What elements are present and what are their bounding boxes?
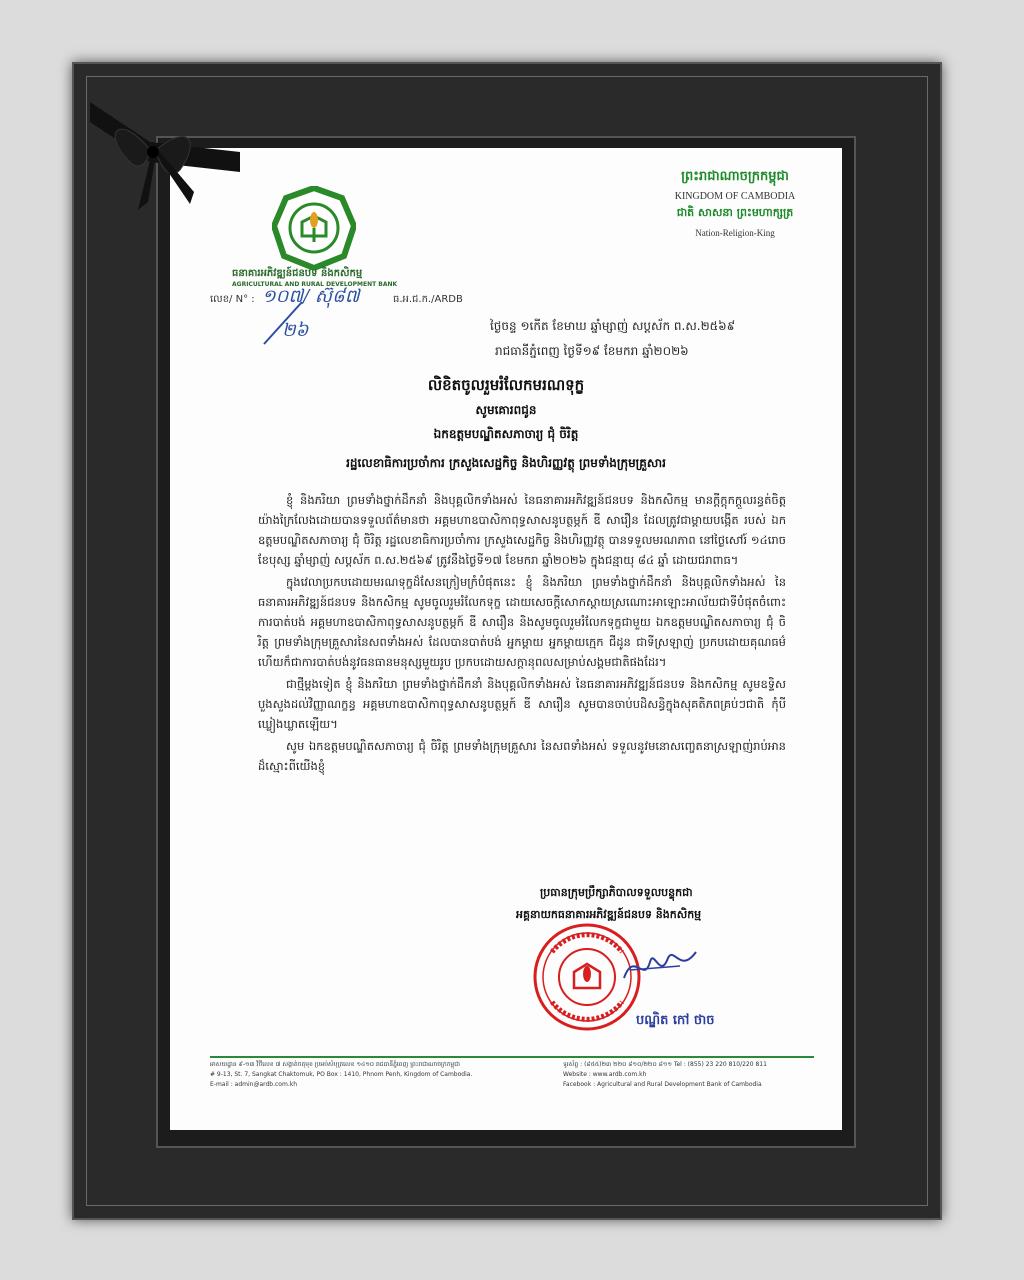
handwritten-signature	[620, 940, 700, 990]
lunar-date: ថ្ងៃចន្ទ ១កើត ខែមាឃ ឆ្នាំម្សាញ់ សប្តស័ក ព.ស.២៥៦៩	[490, 319, 736, 333]
email: E-mail : admin@ardb.com.kh	[210, 1081, 298, 1088]
website: Website : www.ardb.com.kh	[563, 1071, 647, 1078]
address-en: # 9-13, St. 7, Sangkat Chaktomuk, PO Box : 1410, Phnom Penh, Kingdom of Cambodia.	[210, 1071, 473, 1078]
address-kh: អាសយដ្ឋាន ៩-១៣ វិថីលេខ ៧ សង្កាត់ចតុមុខ ប្រអប់សំបុត្រលេខ ១៤១០ រាជធានីភ្នំពេញ ព្រះរាជាណាចក្រកម្ពុជា	[210, 1061, 460, 1068]
bank-name-en: AGRICULTURAL AND RURAL DEVELOPMENT BANK	[232, 281, 398, 288]
kingdom-en: KINGDOM OF CAMBODIA	[674, 191, 796, 202]
recipient-role: រដ្ឋលេខាធិការប្រចាំការ ក្រសួងសេដ្ឋកិច្ច និងហិរញ្ញវត្ថុ ព្រមទាំងក្រុមគ្រួសារ	[346, 456, 666, 470]
footer-address	[210, 1060, 472, 1090]
ref-handwritten-page: ២៦	[282, 320, 309, 341]
paragraph: ក្នុងវេលាប្រកបដោយមរណទុក្ខដ៏សែនក្រៀមក្រំបំផុតនេះ ខ្ញុំ និងភរិយា ព្រមទាំងថ្នាក់ដឹកនាំ និងបុគ្គលិកទាំងអស់ នៃធនាគារអភិវឌ្ឍន៍ជនបទ និងកសិកម្ម សូមចូលរួមរំលែកទុក្ខ ដោយសេចក្តីសោកស្តាយស្រណោះអាឡោះអាល័យជាទីបំផុតចំពោះការបាត់បង់ អគ្គមហាឧបាសិកាពុទ្ធសាសនូបត្ថម្ភក៍ ឌី សារឿន និងសូមចូលរួមរំលែកទុក្ខជាមួយ ឯកឧត្តមបណ្ឌិតសភាចារ្យ ជុំ ចិរិត្ត ព្រមទាំងក្រុមគ្រួសារនៃសពទាំងអស់ ដែលបានបាត់បង់ អ្នកម្តាយ អ្នកម្តាយក្មេក ជីដូន ជាទីស្រឡាញ់ ប្រកបដោយគុណធម៌ ហើយក៏ជាការបាត់បង់នូវធនធានមនុស្សមួយរូប ប្រកបដោយសក្តានុពលសម្រាប់សង្គមជាតិផងដែរ។	[258, 575, 786, 669]
salutation: សូមគោរពជូន	[475, 403, 537, 417]
letter-body	[258, 490, 786, 778]
phone: ទូរស័ព្ទ : (៨៥៥)២៣ ២២០ ៨១០/២២០ ៨១១ Tel : (855) 23 220 810/220 811	[563, 1061, 767, 1068]
letter-title: លិខិតចូលរួមរំលែកមរណទុក្ខ	[427, 376, 585, 394]
paragraph: ខ្ញុំ និងភរិយា ព្រមទាំងថ្នាក់ដឹកនាំ និងបុគ្គលិកទាំងអស់ នៃធនាគារអភិវឌ្ឍន៍ជនបទ និងកសិកម្ម មានក្តីក្តុកក្តួលរន្ធត់ចិត្តយ៉ាងក្រៃលែងដោយបានទទួលព័ត៌មានថា អគ្គមហាឧបាសិកាពុទ្ធសាសនូបត្ថម្ភក៍ ឌី សារឿន ដែលត្រូវជាម្តាយបង្កើត របស់ ឯកឧត្តមបណ្ឌិតសភាចារ្យ ជុំ ចិរិត្ត រដ្ឋលេខាធិការប្រចាំការ ក្រសួងសេដ្ឋកិច្ច និងហិរញ្ញវត្ថុ បានទទួលមរណភាព នៅថ្ងៃសៅរ៍ ១៤រោច ខែបុស្ស ឆ្នាំម្សាញ់ សប្តស័ក ព.ស.២៥៦៩ ត្រូវនឹងថ្ងៃទី១៧ ខែមករា ឆ្នាំ២០២៦ ក្នុងជន្មាយុ ៨៤ ឆ្នាំ ដោយជរាពាធ។	[258, 493, 786, 567]
recipient-name: ឯកឧត្តមបណ្ឌិតសភាចារ្យ ជុំ ចិរិត្ត	[433, 427, 579, 441]
footer-divider	[210, 1056, 814, 1058]
signer-role-1: ប្រធានក្រុមប្រឹក្សាភិបាលទទួលបន្ទុកជា	[540, 886, 693, 899]
signer-name: បណ្ឌិត កៅ ថាច	[636, 1013, 715, 1028]
mourning-ribbon-icon	[90, 92, 250, 212]
paragraph: ជាថ្មីម្តងទៀត ខ្ញុំ និងភរិយា ព្រមទាំងថ្នាក់ដឹកនាំ និងបុគ្គលិកទាំងអស់ នៃធនាគារអភិវឌ្ឍន៍ជនបទ និងកសិកម្ម សូមឧទ្ទិសបួងសួងដល់វិញ្ញាណក្ខន្ធ អគ្គមហាឧបាសិកាពុទ្ធសាសនូបត្ថម្ភក៍ ឌី សារឿន សូមបានចាប់បដិសន្ធិក្នុងសុគតិភពគ្រប់ៗជាតិ កុំបីឃ្លៀងឃ្លាតឡើយ។	[258, 677, 786, 731]
paragraph: សូម ឯកឧត្តមបណ្ឌិតសភាចារ្យ ជុំ ចិរិត្ត ព្រមទាំងក្រុមគ្រួសារ នៃសពទាំងអស់ ទទួលនូវមនោសញ្ចេតនាស្រឡាញ់រាប់អានដ៏ស្មោះពីយើងខ្ញុំ	[258, 739, 786, 773]
kingdom-kh: ព្រះរាជាណាចក្រកម្ពុជា	[681, 169, 789, 184]
ardb-logo-icon	[272, 186, 356, 270]
ref-handwritten-number: ១០៧/ ស៊ុ៨៧	[262, 286, 360, 307]
facebook: Facebook : Agricultural and Rural Development Bank of Cambodia	[563, 1081, 762, 1088]
motto-en: Nation-Religion-King	[695, 228, 775, 238]
solar-date: រាជធានីភ្នំពេញ ថ្ងៃទី១៩ ខែមករា ឆ្នាំ២០២៦	[495, 344, 689, 358]
footer-contact	[563, 1060, 767, 1090]
ref-label: លេខ/ N° :	[210, 294, 255, 305]
ref-suffix: ធ.អ.ជ.ក./ARDB	[393, 294, 463, 305]
motto-kh: ជាតិ សាសនា ព្រះមហាក្សត្រ	[676, 206, 794, 219]
signer-role-2: អគ្គនាយកធនាគារអភិវឌ្ឍន៍ជនបទ និងកសិកម្ម	[516, 908, 702, 921]
kingdom-header	[660, 168, 810, 238]
bank-name-kh: ធនាគារអភិវឌ្ឍន៍ជនបទ និងកសិកម្ម	[232, 268, 363, 279]
